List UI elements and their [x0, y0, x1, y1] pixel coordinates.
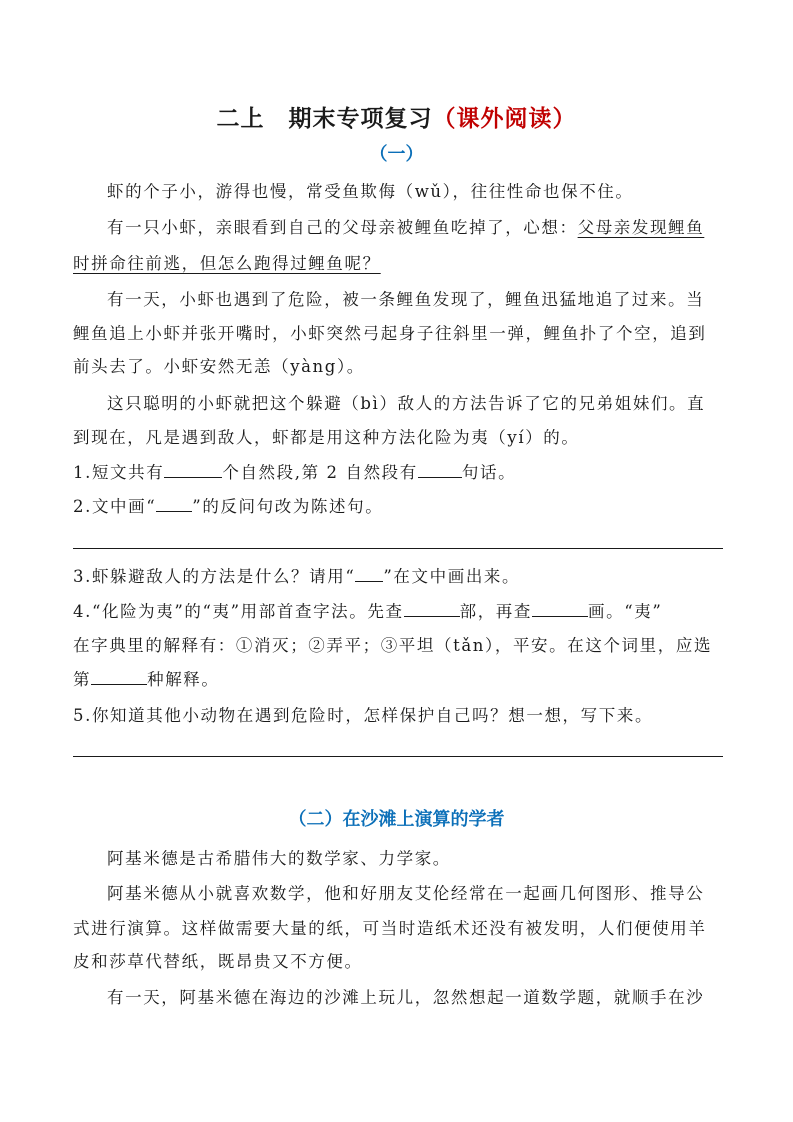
- question-text: ”的反问句改为陈述句。: [192, 497, 384, 516]
- question-text: 句话。: [461, 463, 517, 482]
- question-text: 个自然段,第 2 自然段有: [222, 463, 418, 482]
- question-text: 种解释。: [147, 670, 220, 689]
- question-text: 3.虾躲避敌人的方法是什么？请用“: [73, 567, 356, 586]
- answer-blank[interactable]: [91, 668, 147, 685]
- question-4-line-2: 在字典里的解释有：①消灭；②弄平；③平坦（tǎn），平安。在这个词里，应选: [73, 636, 713, 655]
- title-highlight: （课外阅读）: [432, 106, 577, 132]
- question-5: 5.你知道其他小动物在遇到危险时，怎样保护自己吗？想一想，写下来。: [73, 706, 654, 725]
- rhetorical-question-continued: 时拼命往前逃，但怎么跑得过鲤鱼呢？: [73, 254, 381, 273]
- answer-blank[interactable]: [404, 600, 460, 617]
- section-1-heading: （一）: [369, 144, 424, 165]
- question-text: 第: [73, 670, 92, 689]
- answer-blank[interactable]: [532, 600, 588, 617]
- answer-blank[interactable]: [418, 461, 462, 478]
- question-text: 部，再查: [459, 602, 532, 621]
- passage-line: 阿基米德从小就喜欢数学，他和好朋友艾伦经常在一起画几何图形、推导公: [107, 884, 705, 903]
- answer-line[interactable]: [73, 548, 723, 549]
- passage-line: 阿基米德是古希腊伟大的数学家、力学家。: [107, 849, 451, 868]
- question-text: ”在文中画出来。: [383, 567, 521, 586]
- question-1: [73, 461, 723, 485]
- passage-text: 有一只小虾，亲眼看到自己的父母亲被鲤鱼吃掉了，心想：: [107, 218, 578, 237]
- passage-line: 有一天，阿基米德在海边的沙滩上玩儿，忽然想起一道数学题，就顺手在沙: [107, 988, 705, 1007]
- question-4: [73, 600, 723, 624]
- passage-line: 式进行演算。这样做需要大量的纸，可当时造纸术还没有被发明，人们便使用羊: [73, 919, 707, 938]
- question-text: 画。“夷”: [588, 602, 663, 621]
- underline-marker: [355, 565, 383, 582]
- rhetorical-question-underlined: 父母亲发现鲤鱼: [577, 218, 705, 237]
- passage-line: [107, 216, 723, 240]
- question-text: 1.短文共有: [73, 463, 165, 482]
- underline-marker: [156, 495, 192, 512]
- answer-line[interactable]: [73, 756, 723, 757]
- title-main: 二上 期末专项复习: [216, 106, 433, 132]
- answer-blank[interactable]: [164, 461, 222, 478]
- passage-line: 有一天，小虾也遇到了危险，被一条鲤鱼发现了，鲤鱼迅猛地追了过来。当: [107, 290, 705, 309]
- passage-line: 到现在，凡是遇到敌人，虾都是用这种方法化险为夷（yí）的。: [73, 428, 580, 447]
- section-2-heading: （二）在沙滩上演算的学者: [288, 809, 505, 830]
- question-text: 4.“化险为夷”的“夷”用部首查字法。先查: [73, 602, 404, 621]
- passage-line: 虾的个子小，游得也慢，常受鱼欺侮（wǔ），往往性命也保不住。: [107, 182, 634, 201]
- question-text: 2.文中画“: [73, 497, 157, 516]
- passage-line: 前头去了。小虾安然无恙（yàng）。: [73, 357, 365, 376]
- question-2: [73, 495, 723, 519]
- question-4-line-3: [73, 668, 723, 692]
- passage-line: 鲤鱼追上小虾并张开嘴时，小虾突然弓起身子往斜里一弹，鲤鱼扑了个空，追到: [73, 324, 707, 343]
- page-title: [0, 100, 793, 133]
- passage-line: 这只聪明的小虾就把这个躲避（bì）敌人的方法告诉了它的兄弟姐妹们。直: [107, 394, 706, 413]
- question-3: [73, 565, 723, 589]
- passage-line: 皮和莎草代替纸，既昂贵又不方便。: [73, 952, 363, 971]
